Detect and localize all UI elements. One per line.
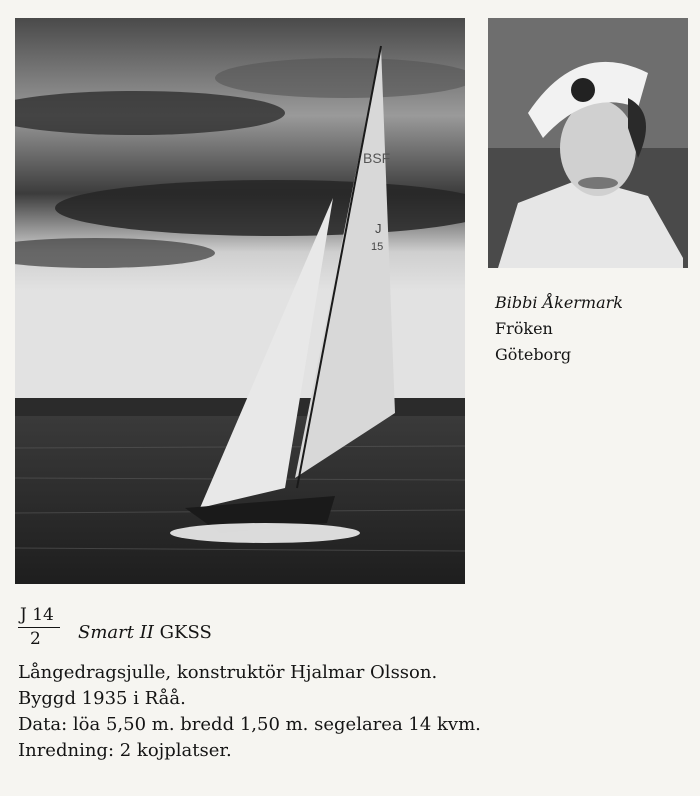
registration-top: J 14: [20, 605, 54, 625]
fraction-line: [18, 627, 60, 628]
owner-name: Bibbi Åkermark: [495, 293, 623, 312]
owner-title: Fröken: [495, 319, 553, 338]
detail-line-built: Byggd 1935 i Råå.: [18, 688, 186, 709]
detail-line-design: Långedragsjulle, konstruktör Hjalmar Olsson.: [18, 662, 438, 683]
owner-city: Göteborg: [495, 345, 572, 364]
club-name: GKSS: [159, 622, 212, 643]
boat-title: [78, 622, 212, 643]
registration-bottom: 2: [30, 629, 41, 649]
portrait-photo: [488, 18, 688, 268]
boat-details: [18, 660, 481, 764]
sail-marking-mid: J: [375, 221, 382, 236]
portrait-caption: [495, 290, 623, 368]
registration-number: [18, 605, 62, 649]
sail-marking-num: 15: [371, 241, 384, 253]
boat-name: Smart II: [78, 622, 154, 643]
detail-line-data: Data: löa 5,50 m. bredd 1,50 m. segelarea 14 kvm.: [18, 714, 481, 735]
sail-marking-top: BSF: [363, 150, 391, 166]
detail-line-interior: Inredning: 2 kojplatser.: [18, 740, 232, 761]
sailboat-photo: [15, 18, 465, 584]
